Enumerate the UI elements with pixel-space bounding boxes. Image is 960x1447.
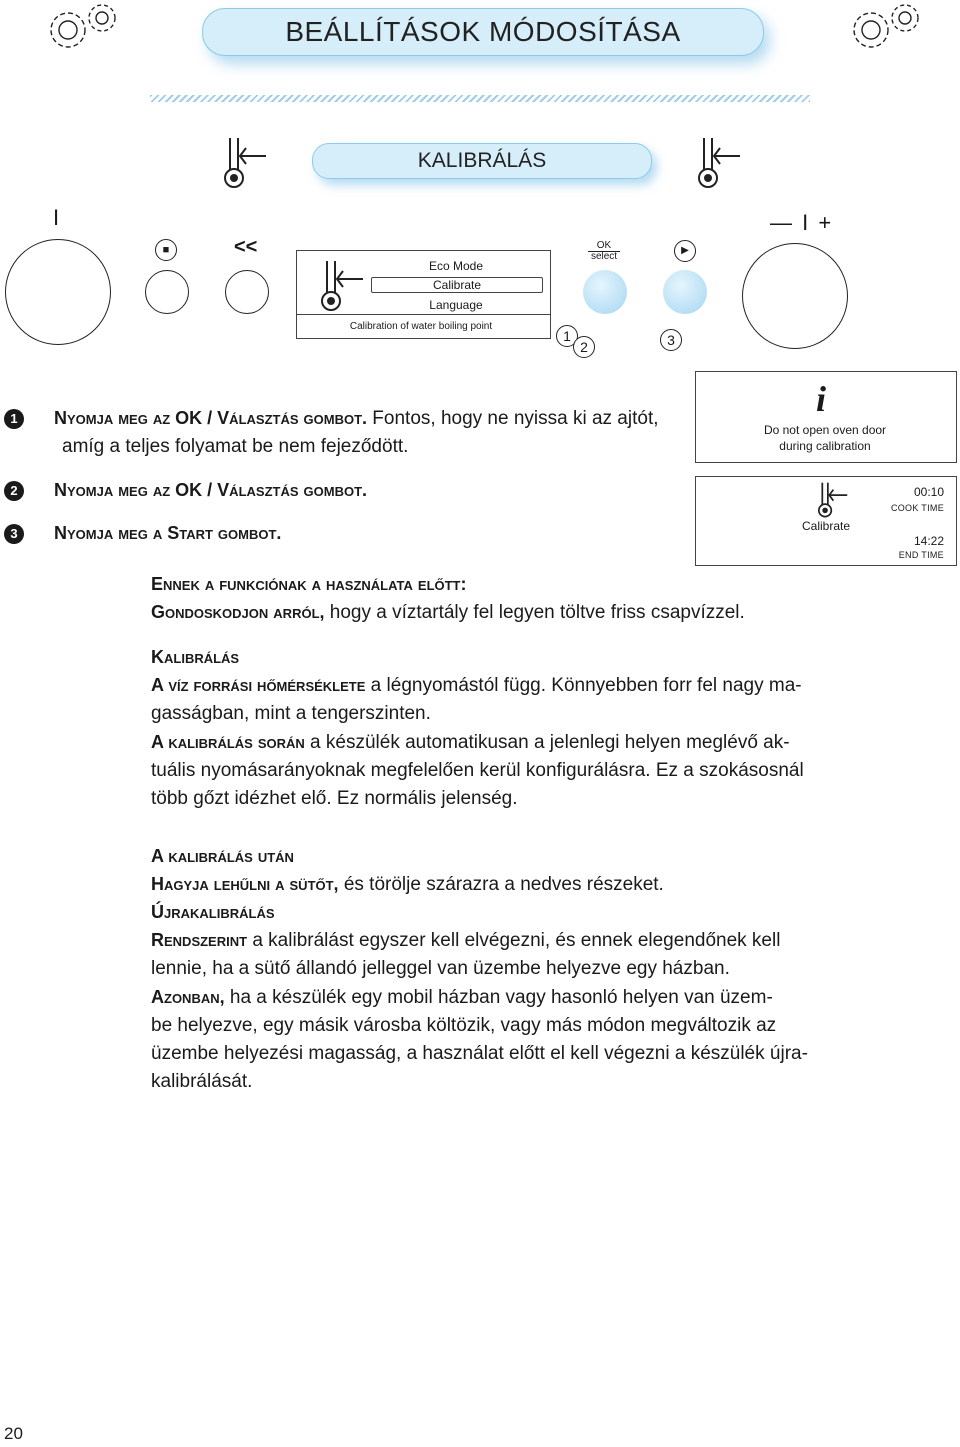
step-1-text-2: amíg a teljes folyamat be nem fejeződött. xyxy=(62,436,409,457)
thermometer-icon-right xyxy=(692,136,744,190)
divider xyxy=(150,95,810,102)
callout-2: 2 xyxy=(573,336,595,358)
right-knob-symbols: — I + xyxy=(770,210,834,235)
recalibration-heading: Újrakalibrálás xyxy=(151,902,275,922)
page-number: 20 xyxy=(4,1424,23,1443)
info-line-1: Do not open oven door xyxy=(763,423,887,437)
gears-icon-left xyxy=(40,0,130,60)
recalibration-p1-lead: Rendszerint xyxy=(151,930,248,950)
select-label: select xyxy=(590,251,618,262)
stop-button[interactable] xyxy=(145,270,189,314)
recalibration-p2-line-3: üzembe helyezési magasság, a használat előtt el kell végezni a készülék újra- xyxy=(151,1043,808,1064)
step-1-text: Fontos, hogy ne nyissa ki az ajtót, xyxy=(367,408,659,429)
end-time-label: END TIME xyxy=(898,550,944,560)
end-time-value: 14:22 xyxy=(913,534,944,548)
start-button[interactable] xyxy=(663,270,707,314)
cook-time-value: 00:10 xyxy=(913,485,944,499)
right-knob[interactable] xyxy=(742,243,848,349)
status-label: Calibrate xyxy=(802,519,851,533)
ok-label: OK xyxy=(588,241,620,252)
info-icon: i xyxy=(816,379,827,419)
calibration-p1-line-1: a légnyomástól függ. Könnyebben forr fel nagy ma- xyxy=(365,675,802,696)
calibration-section xyxy=(151,643,811,813)
step-1 xyxy=(54,404,674,461)
step-1-lead: Nyomja meg az OK / Választás gombot. xyxy=(54,408,368,428)
left-knob-symbol: I xyxy=(53,205,60,230)
gears-icon-right xyxy=(843,0,933,60)
step-number-2: 2 xyxy=(4,481,24,501)
after-section xyxy=(151,842,811,899)
calibration-p2-line-3: több gőzt idézhet elő. Ez normális jelenség. xyxy=(151,788,518,809)
calibration-p2-line-1: a készülék automatikusan a jelenlegi helyen meglévő ak- xyxy=(304,732,790,753)
menu-divider xyxy=(297,314,550,315)
calibration-p1-line-2: gasságban, mint a tengerszinten. xyxy=(151,703,431,724)
status-box xyxy=(695,476,957,566)
menu-hint: Calibration of water boiling point xyxy=(349,321,493,332)
recalibration-p2-line-2: be helyezve, egy másik városba költözik, vagy más módon megváltozik az xyxy=(151,1015,777,1036)
left-knob[interactable] xyxy=(5,239,111,345)
after-lead: Hagyja lehűlni a sütőt, xyxy=(151,874,339,894)
step-number-3: 3 xyxy=(4,524,24,544)
recalibration-p1-line-2: lennie, ha a sütő állandó jelleggel van üzembe helyezve egy házban. xyxy=(151,958,730,979)
play-icon: ▶ xyxy=(674,240,696,262)
menu-item-eco-mode[interactable]: Eco Mode xyxy=(428,259,484,273)
callout-1: 1 xyxy=(556,325,578,347)
step-3 xyxy=(54,519,674,548)
back-icon: << xyxy=(234,236,258,258)
callout-3: 3 xyxy=(660,329,682,351)
page-title: BEÁLLÍTÁSOK MÓDOSÍTÁSA xyxy=(202,8,764,56)
before-use-lead: Gondoskodjon arról, xyxy=(151,602,325,622)
back-button[interactable] xyxy=(225,270,269,314)
menu-item-language[interactable]: Language xyxy=(429,298,483,312)
step-3-lead: Nyomja meg a Start gombot. xyxy=(54,523,282,543)
step-2-lead: Nyomja meg az OK / Választás gombot. xyxy=(54,480,368,500)
after-heading: A kalibrálás után xyxy=(151,846,294,866)
info-box xyxy=(695,371,957,463)
cook-time-label: COOK TIME xyxy=(890,503,944,513)
recalibration-p1-line-1: a kalibrálást egyszer kell elvégezni, és ennek elegendőnek kell xyxy=(247,930,781,951)
recalibration-p2-lead: Azonban, xyxy=(151,987,225,1007)
ok-select-button[interactable] xyxy=(583,270,627,314)
recalibration-p2-line-4: kalibrálását. xyxy=(151,1071,253,1092)
step-number-1: 1 xyxy=(4,409,24,429)
before-use-section xyxy=(151,570,811,627)
info-line-2: during calibration xyxy=(779,439,871,453)
calibration-p2-line-2: tuális nyomásarányoknak megfelelően kerül konfigurálásra. Ez a szokásosnál xyxy=(151,760,804,781)
thermometer-icon-left xyxy=(218,136,270,190)
recalibration-p2-line-1: ha a készülék egy mobil házban vagy hasonló helyen van üzem- xyxy=(224,987,773,1008)
step-2 xyxy=(54,476,674,505)
calibration-heading: Kalibrálás xyxy=(151,647,240,667)
after-text: és törölje szárazra a nedves részeket. xyxy=(338,874,664,895)
before-use-heading: Ennek a funkciónak a használata előtt: xyxy=(151,574,467,594)
before-use-text: hogy a víztartály fel legyen töltve friss csapvízzel. xyxy=(324,602,745,623)
menu-item-calibrate[interactable]: Calibrate xyxy=(371,277,543,293)
stop-icon: ■ xyxy=(155,239,177,261)
section-title: KALIBRÁLÁS xyxy=(312,143,652,179)
thermometer-icon xyxy=(315,259,367,313)
ok-select-label xyxy=(588,241,620,262)
recalibration-section xyxy=(151,898,811,1096)
calibration-p2-lead: A kalibrálás során xyxy=(151,732,305,752)
display-menu xyxy=(296,250,551,339)
calibration-p1-lead: A víz forrási hőmérséklete xyxy=(151,675,366,695)
thermometer-icon xyxy=(814,481,850,519)
